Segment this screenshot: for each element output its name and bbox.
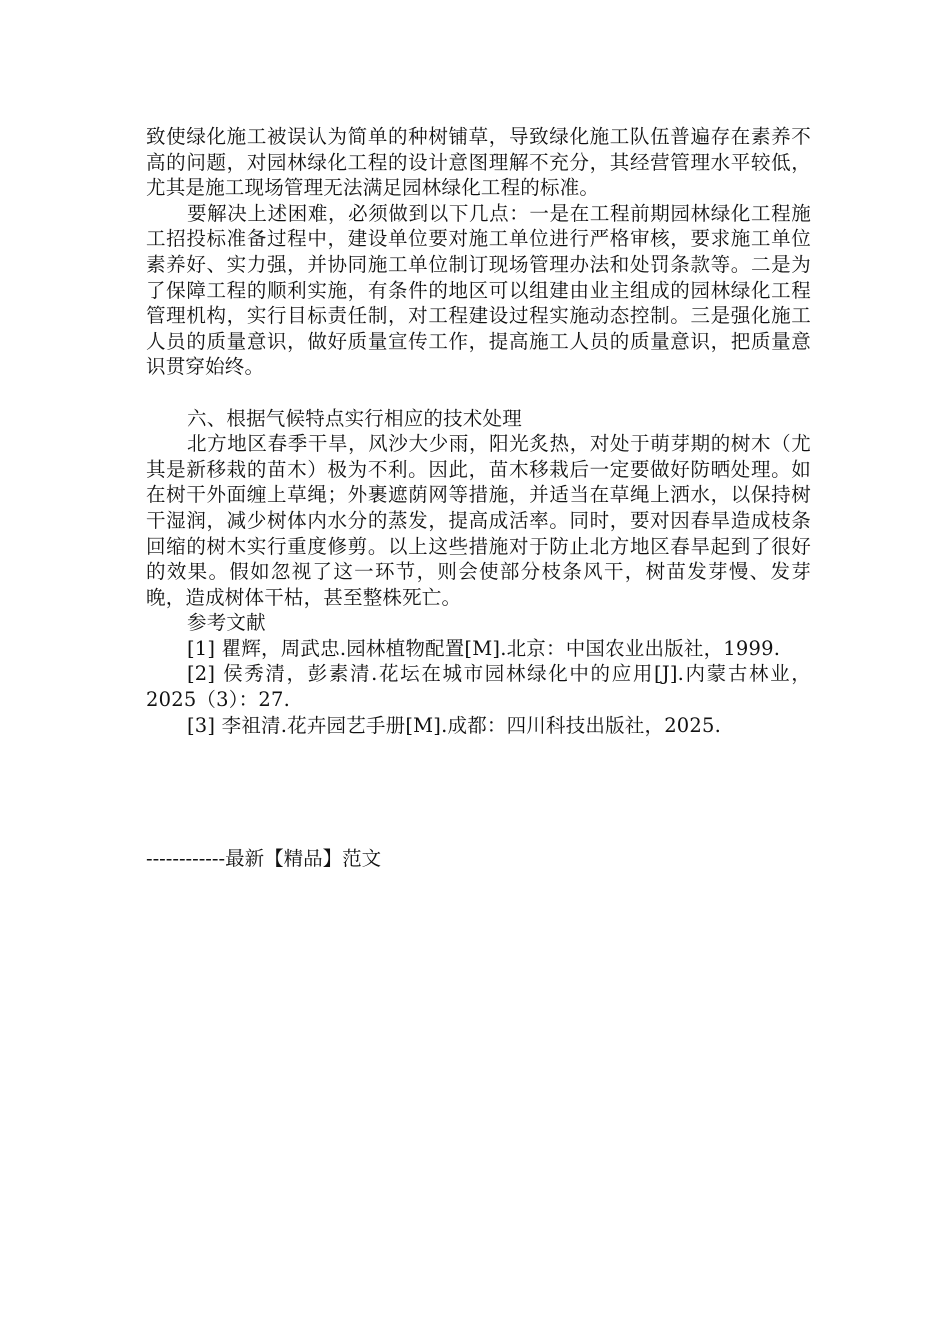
section-heading: 六、根据气候特点实行相应的技术处理 <box>187 406 522 430</box>
footer-text: ------------最新【精品】范文 <box>146 847 382 870</box>
paragraph-continuation: 致使绿化施工被误认为简单的种树铺草，导致绿化施工队伍普遍存在素养不高的问题，对园林绿化工程的设计意图理解不充分，其经营管理水平较低，尤其是施工现场管理无法满足园林绿化工程的标准。 <box>146 125 811 200</box>
section-paragraph: 北方地区春季干旱，风沙大少雨，阳光炙热，对处于萌芽期的树木（尤其是新移栽的苗木）极为不利。因此，苗木移栽后一定要做好防晒处理。如在树干外面缠上草绳；外裹遮荫网等措施，并适当在草绳上洒水，以保持树干湿润，减少树体内水分的蒸发，提高成活率。同时，要对因春旱造成枝条回缩的树木实行重度修剪。以上这些措施对于防止北方地区春旱起到了很好的效果。假如忽视了这一环节，则会使部分枝条风干，树苗发芽慢、发芽晚，造成树体干枯，甚至整株死亡。 <box>146 432 811 609</box>
reference-item-2: [2] 侯秀清，彭素清.花坛在城市园林绿化中的应用[J].内蒙古林业，2025（3）：27. <box>146 662 811 712</box>
references-heading: 参考文献 <box>187 611 266 635</box>
document-body <box>146 124 811 738</box>
paragraph-solutions: 要解决上述困难，必须做到以下几点：一是在工程前期园林绿化工程施工招投标准备过程中，建设单位要对施工单位进行严格审核，要求施工单位素养好、实力强，并协同施工单位制订现场管理办法和处罚条款等。二是为了保障工程的顺利实施，有条件的地区可以组建由业主组成的园林绿化工程管理机构，实行目标责任制，对工程建设过程实施动态控制。三是强化施工人员的质量意识，做好质量宣传工作，提高施工人员的质量意识，把质量意识贯穿始终。 <box>146 201 811 379</box>
blank-line <box>146 380 811 406</box>
reference-item-3: [3] 李祖清.花卉园艺手册[M].成都：四川科技出版社，2025. <box>187 713 722 737</box>
reference-item-1: [1] 瞿辉，周武忠.园林植物配置[M].北京：中国农业出版社，1999. <box>187 636 781 660</box>
